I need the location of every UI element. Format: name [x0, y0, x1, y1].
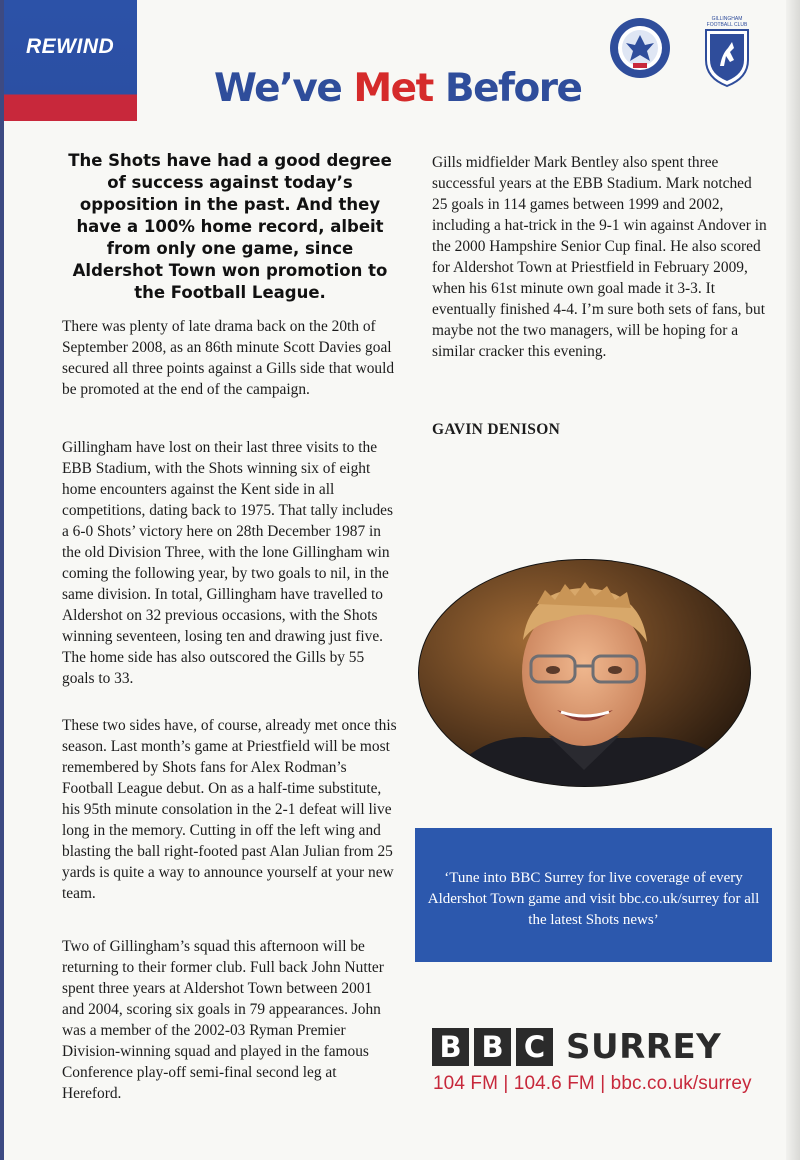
bbc-letter-b1: B [432, 1028, 469, 1066]
page-edge [0, 0, 4, 1160]
gillingham-crest-text: GILLINGHAM FOOTBALL CLUB [706, 16, 748, 28]
promo-quote: ‘Tune into BBC Surrey for live coverage of every Aldershot Town game and visit bbc.co.uk/surrey for all the latest Shots news’ [427, 870, 760, 928]
bbc-letter-b2: B [474, 1028, 511, 1066]
page-fold [786, 0, 800, 1160]
section-tag-banner [4, 0, 137, 121]
section-tag: REWIND [26, 35, 115, 58]
title-part-3: Before [432, 66, 582, 111]
article-paragraph-3: These two sides have, of course, already met once this season. Last month’s game at Priestfield will be most remembered by Shots fans for Alex Rodman’s Football League debut. On as a half-time substitute, his 95th minute consolation in the 2-1 defeat will live long in the memory. Cutting in off the left wing and blasting the ball right-footed past Alan Julian from 25 yards is quite a way to announce yourself at your new team. [62, 717, 397, 902]
station-frequencies: 104 FM | 104.6 FM | bbc.co.uk/surrey [433, 1073, 752, 1094]
promo-quote-box [415, 828, 772, 962]
gillingham-crest-icon [702, 16, 752, 88]
author-byline: GAVIN DENISON [432, 421, 561, 438]
aldershot-crest-icon [609, 17, 671, 79]
page-title [214, 66, 581, 111]
title-part-2: Met [353, 66, 433, 111]
intro-standfirst: The Shots have had a good degree of success against today’s opposition in the past. And they have a 100% home record, albeit from only one game, since Aldershot Town won promotion to the Football League. [68, 151, 392, 302]
article-paragraph-2: Gillingham have lost on their last three visits to the EBB Stadium, with the Shots winning six of eight home encounters against the Kent side in all competitions, dating back to 1975. That tally includes a 6-0 Shots’ victory here on 28th December 1987 in the old Division Three, with the lone Gillingham win coming the following year, by two goals to nil, in the same division. In total, Gillingham have travelled to Aldershot on 32 previous occasions, with the Shots winning seventeen, losing ten and drawing just five. The home side has also outscored the Gills by 55 goals to 33. [62, 439, 393, 687]
article-paragraph-5: Gills midfielder Mark Bentley also spent three successful years at the EBB Stadium. Mark notched 25 goals in 114 games between 1999 and 2002, including a hat-trick in the 9-1 win against Andover in the 2000 Hampshire Senior Cup final. He also scored for Aldershot Town at Priestfield in February 2009, when his 61st minute own goal made it 3-3. It eventually finished 4-4. I’m sure both sets of fans, but maybe not the two managers, will be hoping for a similar cracker this evening. [432, 154, 767, 360]
bbc-surrey-logo [432, 1027, 721, 1067]
author-photo [419, 560, 750, 786]
bbc-letter-c: C [516, 1028, 553, 1066]
station-name: SURREY [566, 1027, 722, 1067]
title-part-1: We’ve [214, 66, 354, 111]
article-paragraph-1: There was plenty of late drama back on the 20th of September 2008, as an 86th minute Scott Davies goal secured all three points against a Gills side that would be promoted at the end of the campaign. [62, 318, 395, 398]
article-paragraph-4: Two of Gillingham’s squad this afternoon will be returning to their former club. Full back John Nutter spent three years at Aldershot Town between 2001 and 2004, scoring six goals in 79 appearances. John was a member of the 2002-03 Ryman Premier Division-winning squad and played in the famous Conference play-off semi-final second leg at Hereford. [62, 938, 384, 1102]
